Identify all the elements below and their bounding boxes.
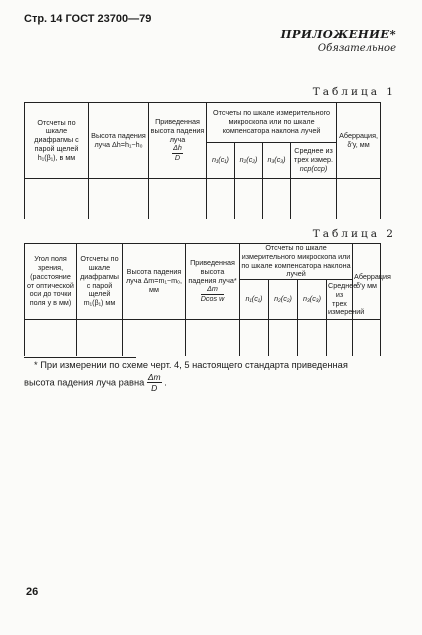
table1-group-header: Отсчеты по шкале измерительного микроскопа или по шкале компенсатора наклона лучей: [207, 103, 337, 143]
footnote-line1: При измерении по схеме черт. 4, 5 настоящего стандарта приведенная: [40, 360, 348, 370]
table1: [24, 102, 381, 219]
table2-sub-n2: n₂(c₂): [269, 280, 298, 320]
footnote-fraction: $\frac{\Delta m}{D}$: [147, 371, 161, 394]
table2-col-readings: Отсчеты по шкале диафрагмы с парой щелей m₁(β₁) мм: [77, 244, 123, 320]
table2-col-aberration: Аберрация δ′y мм: [353, 244, 381, 320]
table1-sub-average: Среднее из трех измер. nср(cср): [291, 143, 337, 179]
table2-col-field-angle: Угол поля зрения, (расстояние от оптической оси до точки поля y в мм): [25, 244, 77, 320]
page-header: Стр. 14 ГОСТ 23700—79: [24, 13, 152, 25]
table-row: [25, 179, 381, 219]
table1-col-reduced-height: Приведенная высота падения луча $\frac{\Delta h}{D}$: [149, 103, 207, 179]
footnote-divider: [24, 357, 136, 358]
table1-sub-n3: n₃(c₃): [263, 143, 291, 179]
table2-fraction: $\frac{\Delta m}{\text{Dcos w}}$: [200, 284, 225, 304]
table2-label: Таблица 2: [312, 228, 396, 240]
table1-fraction: $\frac{\Delta h}{D}$: [173, 143, 182, 163]
footnote-line2: высота падения луча равна: [24, 377, 145, 388]
table2-col-reduced-height: Приведенная высота падения луча* $\frac{\Delta m}{\text{Dcos w}}$: [186, 244, 240, 320]
table1-col-aberration: Аберрация, δ′y, мм: [337, 103, 381, 179]
footnote: * При измерении по схеме черт. 4, 5 настоящего стандарта приведенная высота падения луча равна $\frac{\Delta m}{D}$ .: [24, 360, 348, 394]
table-row: [25, 320, 381, 356]
table2-sub-average: Среднее из трех измерений: [327, 280, 353, 320]
page-number: 26: [26, 586, 39, 598]
table2-group-header: Отсчеты по шкале измерительного микроскопа или по шкале компенсатора наклона лучей: [241, 243, 351, 279]
table1-sub-n2: n₂(c₂): [235, 143, 263, 179]
table2-sub-n1: n₁(c₁): [240, 280, 269, 320]
table2-sub-n3: n₃(c₃): [298, 280, 327, 320]
table1-label: Таблица 1: [312, 86, 396, 98]
table1-col-height: Высота падения луча Δh=h₁−h₀: [89, 103, 149, 179]
appendix-title: ПРИЛОЖЕНИЕ*: [280, 27, 396, 41]
footnote-marker: *: [34, 360, 38, 370]
table2: [24, 243, 391, 356]
table1-sub-n1: n₁(c₁): [207, 143, 235, 179]
appendix-subtitle: Обязательное: [317, 43, 396, 54]
table2-col-height: Высота падения луча Δm=m₁−m₀, мм: [123, 244, 186, 320]
table1-col-readings: Отсчеты по шкале диафрагмы с парой щелей h₁(β₁), в мм: [25, 103, 89, 179]
appendix-heading: [281, 27, 396, 54]
